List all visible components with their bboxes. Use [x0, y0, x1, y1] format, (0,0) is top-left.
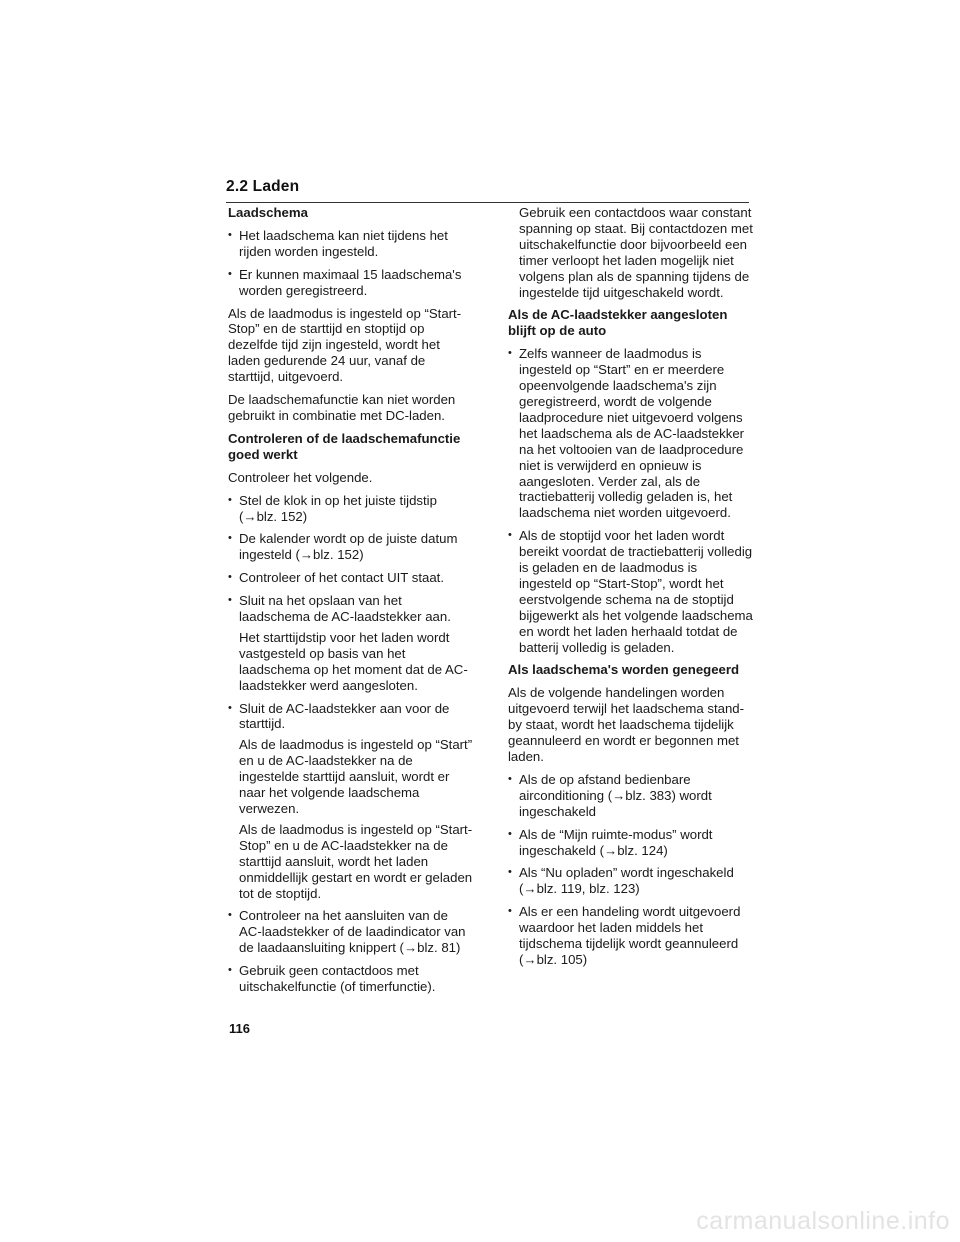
list-item [228, 570, 473, 586]
list-item-text: Er kunnen maximaal 15 laadschema's worden geregistreerd. [239, 266, 462, 298]
list-item-subtext: Het starttijdstip voor het laden wordt vastgesteld op basis van het laadschema op het moment dat de AC-laadstekker werd aangesloten. [239, 629, 468, 693]
list-item-text: Stel de klok in op het juiste tijdstip (→blz. 152) [239, 492, 437, 524]
list-item-text: Het laadschema kan niet tijdens het rijden worden ingesteld. [239, 227, 448, 259]
list-item-text: De kalender wordt op de juiste datum ingesteld (→blz. 152) [239, 531, 458, 563]
list-item-text: Controleer of het contact UIT staat. [239, 570, 444, 586]
list-item [508, 865, 753, 897]
list-item [228, 493, 473, 525]
list-item-text: Sluit de AC-laadstekker aan voor de starttijd. [239, 700, 450, 732]
list-item [508, 528, 753, 655]
page-number: 116 [229, 1021, 250, 1036]
list-item [228, 908, 473, 956]
watermark: carmanualsonline.info [696, 1207, 950, 1235]
list-item [228, 963, 473, 995]
list-item-text: Controleer na het aansluiten van de AC-laadstekker of de laadindicator van de laadaansluiting knippert (→blz. 81) [239, 908, 466, 956]
list-item-text: Als er een handeling wordt uitgevoerd waardoor het laden middels het tijdschema tijdelijk wordt geannuleerd (→blz. 105) [519, 904, 741, 967]
list-item-text: Als de stoptijd voor het laden wordt bereikt voordat de tractiebatterij volledig is geladen en de laadmodus is ingesteld op “Start-Stop”, wordt het eerstvolgende schema na de stoptijd bijgewerkt als het volgende laadschema en wordt het laden herhaald totdat de batterij volledig is geladen. [519, 528, 753, 655]
paragraph: Controleer het volgende. [228, 469, 373, 485]
paragraph: De laadschemafunctie kan niet worden gebruikt in combinatie met DC-laden. [228, 392, 456, 423]
connected-list [508, 346, 753, 655]
list-item-text: Sluit na het opslaan van het laadschema de AC-laadstekker aan. [239, 593, 451, 625]
list-item-text: Als de “Mijn ruimte-modus” wordt ingeschakeld (→blz. 124) [519, 826, 713, 858]
list-item [228, 593, 473, 693]
paragraph: Als de volgende handelingen worden uitgevoerd terwijl het laadschema stand-by staat, wordt het laadschema tijdelijk geannuleerd en wordt er begonnen met laden. [508, 685, 745, 764]
check-list [228, 493, 473, 995]
right-column [508, 205, 753, 975]
list-item [508, 827, 753, 859]
ignored-list [508, 772, 753, 968]
left-column [228, 205, 473, 1002]
heading-laadschema: Laadschema [228, 205, 308, 220]
list-item-subtext: Als de laadmodus is ingesteld op “Start” en u de AC-laadstekker na de ingestelde starttijd aansluit, wordt er naar het volgende laadschema verwezen. [239, 737, 473, 816]
list-item [228, 701, 473, 902]
section-header [226, 176, 749, 203]
heading-plug-connected: Als de AC-laadstekker aangesloten blijft op de auto [508, 307, 728, 339]
list-item-subtext: Als de laadmodus is ingesteld op “Start-Stop” en u de AC-laadstekker na de starttijd aansluit, wordt het laden onmiddellijk gestart en wordt er geladen tot de stoptijd. [239, 821, 473, 901]
heading-schedules-ignored: Als laadschema's worden genegeerd [508, 662, 740, 678]
list-item [508, 772, 753, 820]
list-item-text: Als de op afstand bedienbare airconditioning (→blz. 383) wordt ingeschakeld [519, 771, 712, 819]
schedule-notes-list [228, 228, 473, 299]
list-item [508, 904, 753, 968]
list-item [508, 346, 753, 521]
list-item [228, 228, 473, 260]
section-title: 2.2 Laden [226, 178, 300, 195]
paragraph: Als de laadmodus is ingesteld op “Start-Stop” en de starttijd en stoptijd op dezelfde tijd zijn ingesteld, wordt het laden gedurende 24 uur, vanaf de starttijd, uitgevoerd. [228, 305, 462, 385]
list-item [228, 531, 473, 563]
list-item-text: Als “Nu opladen” wordt ingeschakeld (→blz. 119, blz. 123) [519, 865, 734, 897]
list-item-text: Gebruik geen contactdoos met uitschakelfunctie (of timerfunctie). [239, 963, 436, 995]
list-item-continuation: Gebruik een contactdoos waar constant spanning op staat. Bij contactdozen met uitschakelfunctie door bijvoorbeeld een timer verloopt het laden mogelijk niet volgens plan als de spanning tijdens de ingestelde tijd uitgeschakeld wordt. [519, 205, 753, 300]
list-item-text: Zelfs wanneer de laadmodus is ingesteld op “Start” en er meerdere opeenvolgende laadschema's zijn geregistreerd, wordt de volgende laadprocedure niet uitgevoerd volgens het laadschema als de AC-laadstekker na het voltooien van de laadprocedure niet is verwijderd en opnieuw is aangesloten. Verder zal, als de tractiebatterij volledig geladen is, het laadschema niet worden uitgevoerd. [519, 346, 745, 521]
list-item [228, 267, 473, 299]
heading-check-function: Controleren of de laadschemafunctie goed werkt [228, 430, 461, 462]
